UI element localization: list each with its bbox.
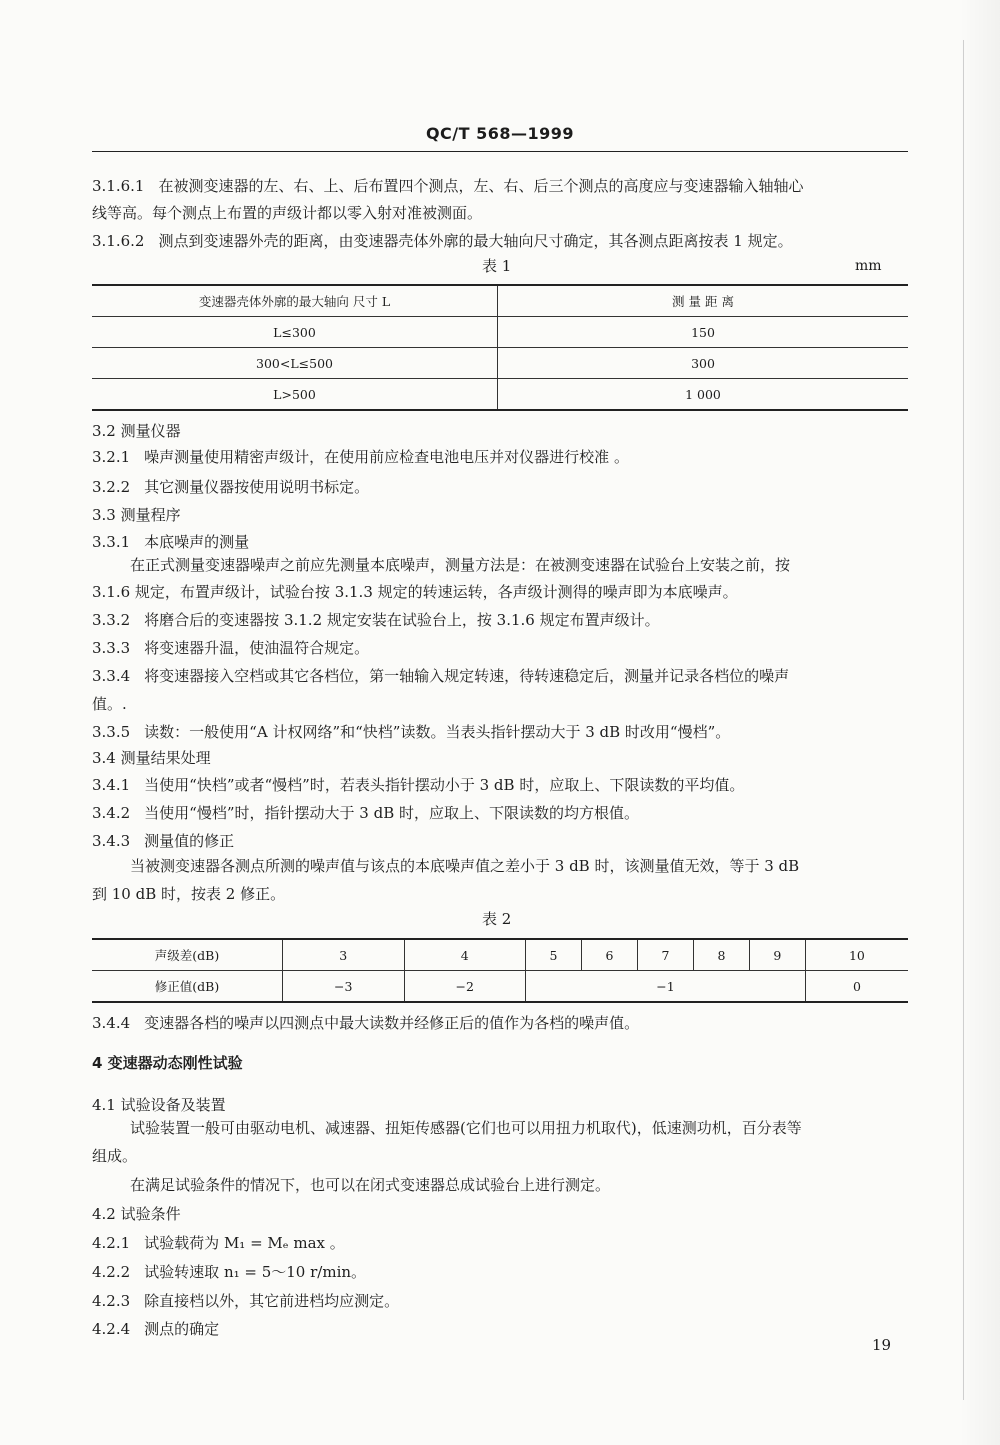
scan-fold-line	[963, 40, 964, 1400]
scan-shadow	[960, 0, 1000, 1445]
clause-4-2-1: 4.2.1 试验载荷为 M₁ = Mₑ max 。	[92, 1234, 345, 1252]
table-cell: L>500	[92, 379, 498, 411]
clause-3-2-1: 3.2.1 噪声测量使用精密声级计，在使用前应检查电池电压并对仪器进行校准 。	[92, 448, 629, 466]
clause-3-4-4: 3.4.4 变速器各档的噪声以四测点中最大读数并经修正后的值作为各档的噪声值。	[92, 1014, 640, 1032]
table2-row-label: 声级差(dB)	[92, 939, 283, 971]
table-cell: L≤300	[92, 317, 498, 348]
table-1	[92, 284, 908, 411]
table-cell: −2	[404, 971, 526, 1003]
table1-unit: mm	[855, 258, 882, 274]
section-4: 4 变速器动态刚性试验	[92, 1054, 243, 1072]
section-4-1-para: 试验装置一般可由驱动电机、减速器、扭矩传感器(它们也可以用扭力机取代)，低速测功机，百分表等	[130, 1119, 802, 1137]
table-cell: 4	[404, 939, 526, 971]
table-cell: 8	[693, 939, 749, 971]
table-row	[92, 285, 908, 317]
clause-4-2-4: 4.2.4 测点的确定	[92, 1320, 220, 1338]
table-cell: −1	[526, 971, 806, 1003]
section-3-2: 3.2 测量仪器	[92, 422, 181, 440]
table-cell: 10	[805, 939, 908, 971]
table-cell: 3	[283, 939, 405, 971]
table-cell: 6	[582, 939, 638, 971]
table-row	[92, 379, 908, 411]
table-cell: −3	[283, 971, 405, 1003]
page-number: 19	[872, 1336, 892, 1354]
clause-3-1-6-1-cont: 线等高。每个测点上布置的声级计都以零入射对准被测面。	[92, 204, 483, 222]
table-row	[92, 348, 908, 379]
clause-3-3-1: 3.3.1 本底噪声的测量	[92, 533, 250, 551]
clause-3-1-6-2: 3.1.6.2 测点到变速器外壳的距离，由变速器壳体外廓的最大轴向尺寸确定，其各测点距离按表 1 规定。	[92, 232, 793, 250]
table-cell: 7	[637, 939, 693, 971]
table2-row-label: 修正值(dB)	[92, 971, 283, 1003]
clause-3-4-3-para: 当被测变速器各测点所测的噪声值与该点的本底噪声值之差小于 3 dB 时，该测量值无效，等于 3 dB	[130, 857, 800, 875]
table-cell: 300<L≤500	[92, 348, 498, 379]
table-2	[92, 938, 908, 1003]
clause-3-3-1-para-cont: 3.1.6 规定，布置声级计，试验台按 3.1.3 规定的转速运转，各声级计测得的噪声即为本底噪声。	[92, 583, 738, 601]
section-4-1-para2: 在满足试验条件的情况下，也可以在闭式变速器总成试验台上进行测定。	[130, 1176, 611, 1194]
table-cell: 150	[498, 317, 909, 348]
clause-3-3-3: 3.3.3 将变速器升温，使油温符合规定。	[92, 639, 370, 657]
table-cell: 9	[749, 939, 805, 971]
table-cell: 5	[526, 939, 582, 971]
table2-caption: 表 2	[482, 910, 512, 928]
clause-3-3-2: 3.3.2 将磨合后的变速器按 3.1.2 规定安装在试验台上，按 3.1.6 规定布置声级计。	[92, 611, 660, 629]
clause-3-3-1-para: 在正式测量变速器噪声之前应先测量本底噪声，测量方法是：在被测变速器在试验台上安装之前，按	[130, 556, 791, 574]
table-row	[92, 971, 908, 1003]
clause-3-3-4: 3.3.4 将变速器接入空档或其它各档位，第一轴输入规定转速，待转速稳定后，测量并记录各档位的噪声	[92, 667, 790, 685]
section-4-2: 4.2 试验条件	[92, 1205, 181, 1223]
table1-caption: 表 1	[482, 257, 512, 275]
table1-header-distance: 测 量 距 离	[498, 285, 909, 317]
clause-3-3-5: 3.3.5 读数：一般使用“A 计权网络”和“快档”读数。当表头指针摆动大于 3 dB 时改用“慢档”。	[92, 723, 731, 741]
clause-3-2-2: 3.2.2 其它测量仪器按使用说明书标定。	[92, 478, 370, 496]
table-row	[92, 317, 908, 348]
clause-3-4-2: 3.4.2 当使用“慢档”时，指针摆动大于 3 dB 时，应取上、下限读数的均方根值。	[92, 804, 639, 822]
clause-3-4-3: 3.4.3 测量值的修正	[92, 832, 235, 850]
clause-3-1-6-1: 3.1.6.1 在被测变速器的左、右、上、后布置四个测点，左、右、后三个测点的高度应与变速器输入轴轴心	[92, 177, 804, 195]
table-row	[92, 939, 908, 971]
section-3-3: 3.3 测量程序	[92, 506, 181, 524]
table-cell: 300	[498, 348, 909, 379]
table-cell: 0	[805, 971, 908, 1003]
table-cell: 1 000	[498, 379, 909, 411]
clause-3-3-4-cont: 值。.	[92, 695, 127, 713]
clause-4-2-3: 4.2.3 除直接档以外，其它前进档均应测定。	[92, 1292, 400, 1310]
clause-3-4-3-para-cont: 到 10 dB 时，按表 2 修正。	[92, 885, 286, 903]
section-3-4: 3.4 测量结果处理	[92, 749, 211, 767]
table1-header-size: 变速器壳体外廓的最大轴向 尺寸 L	[92, 285, 498, 317]
clause-4-2-2: 4.2.2 试验转速取 n₁ = 5～10 r/min。	[92, 1263, 367, 1281]
section-4-1-para-cont: 组成。	[92, 1147, 138, 1165]
header-rule	[92, 151, 908, 152]
clause-3-4-1: 3.4.1 当使用“快档”或者“慢档”时，若表头指针摆动小于 3 dB 时，应取上、下限读数的平均值。	[92, 776, 745, 794]
section-4-1: 4.1 试验设备及装置	[92, 1096, 226, 1114]
standard-number: QC/T 568—1999	[425, 124, 575, 143]
